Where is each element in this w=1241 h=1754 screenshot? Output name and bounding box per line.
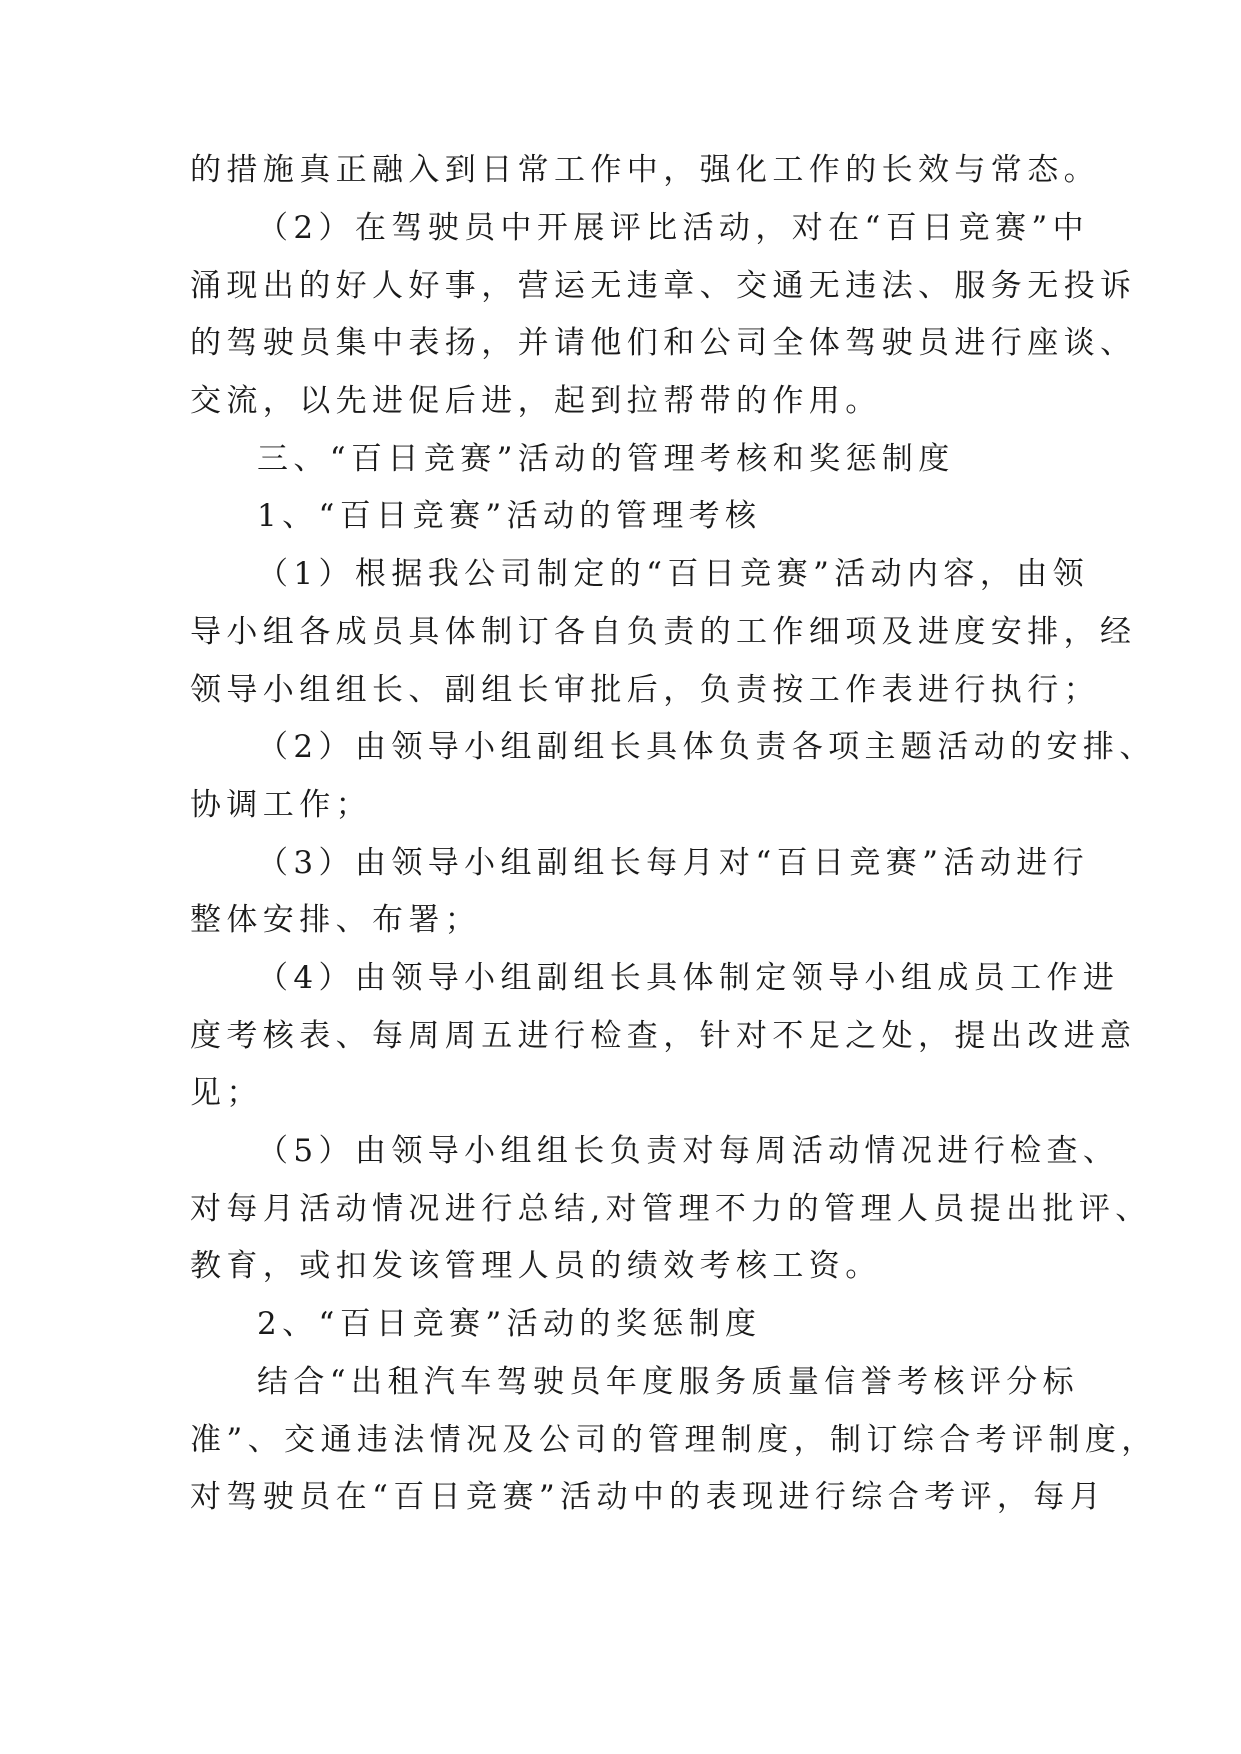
body-text-line: 的措施真正融入到日常工作中，强化工作的长效与常态。 — [190, 152, 1100, 188]
body-text-line: 对驾驶员在“百日竞赛”活动中的表现进行综合考评，每月 — [190, 1479, 1107, 1515]
body-text-line: 领导小组组长、副组长审批后，负责按工作表进行执行； — [190, 672, 1100, 708]
body-text-line: 协调工作； — [190, 787, 372, 823]
list-item-2-line: （2）在驾驶员中开展评比活动，对在“百日竞赛”中 — [257, 210, 1090, 246]
body-text-line: 教育，或扣发该管理人员的绩效考核工资。 — [190, 1248, 882, 1284]
list-item-4-line: （4）由领导小组副组长具体制定领导小组成员工作进 — [257, 960, 1120, 996]
body-text-line: 导小组各成员具体制订各自负责的工作细项及进度安排，经 — [190, 614, 1137, 650]
body-text-line: 的驾驶员集中表扬，并请他们和公司全体驾驶员进行座谈、 — [190, 325, 1137, 361]
body-text-line: 见； — [190, 1075, 263, 1111]
body-text-line: 准”、交通违法情况及公司的管理制度，制订综合考评制度， — [190, 1422, 1158, 1458]
body-text-line: 对每月活动情况进行总结,对管理不力的管理人员提出批评、 — [190, 1191, 1152, 1227]
list-item-3-line: （3）由领导小组副组长每月对“百日竞赛”活动进行 — [257, 845, 1090, 881]
body-text-line: 交流，以先进促后进，起到拉帮带的作用。 — [190, 383, 882, 419]
subsection-heading-2: 2、“百日竞赛”活动的奖惩制度 — [257, 1306, 762, 1342]
body-text-line: 涌现出的好人好事，营运无违章、交通无违法、服务无投诉 — [190, 268, 1137, 304]
list-item-2-line: （2）由领导小组副组长具体负责各项主题活动的安排、 — [257, 729, 1156, 765]
body-text-line: 度考核表、每周周五进行检查，针对不足之处，提出改进意 — [190, 1018, 1137, 1054]
section-heading-3: 三、“百日竞赛”活动的管理考核和奖惩制度 — [257, 441, 955, 477]
body-text-line: 整体安排、布署； — [190, 902, 482, 938]
list-item-5-line: （5）由领导小组组长负责对每周活动情况进行检查、 — [257, 1133, 1120, 1169]
list-item-1-line: （1）根据我公司制定的“百日竞赛”活动内容，由领 — [257, 556, 1090, 592]
subsection-heading-1: 1、“百日竞赛”活动的管理考核 — [257, 498, 762, 534]
paragraph-start-line: 结合“出租汽车驾驶员年度服务质量信誉考核评分标 — [257, 1364, 1080, 1400]
